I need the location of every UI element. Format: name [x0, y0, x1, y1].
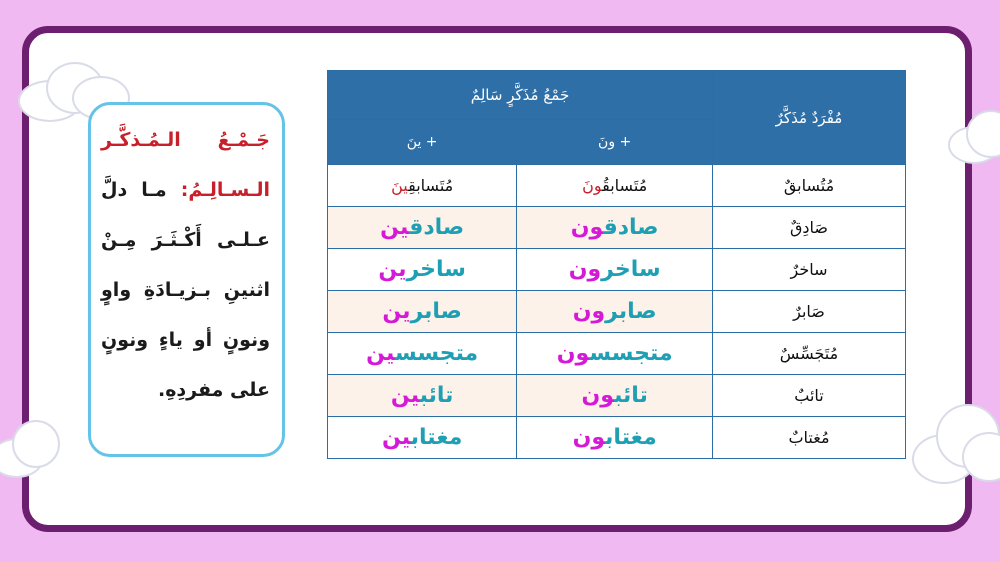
word-suffix: ون — [568, 257, 602, 282]
singular-cell: مُتُسابقٌ — [713, 165, 906, 207]
word-stem: تائب — [419, 383, 454, 408]
waw-plural-cell — [517, 291, 713, 333]
word-stem: صادق — [408, 215, 465, 240]
word-stem: متجسس — [394, 341, 479, 366]
cloud-bottom-right — [912, 398, 1000, 484]
plural-column-header: جَمْعُ مُذَكَّرٍ سَالِمٌ — [328, 71, 713, 120]
word-stem: ساخر — [406, 257, 466, 282]
waw-plural-cell — [517, 207, 713, 249]
singular-cell: مُتَجَسِّسٌ — [713, 333, 906, 375]
ya-plural-cell — [328, 417, 517, 459]
definition-line: عـلـى أَكْـثَـرَ مِـنْ — [101, 229, 270, 251]
table-row — [328, 165, 906, 207]
definition-line: ونونٍ أو ياءٍ ونونٍ — [101, 329, 270, 351]
word-suffix: ون — [572, 299, 606, 324]
definition-line: على مفردِهِ. — [157, 379, 270, 401]
ya-plural-cell — [328, 333, 517, 375]
word-suffix: ونَ — [582, 176, 603, 195]
definition-line: اثنينِ بـزيـادَةِ واوٍ — [101, 279, 270, 301]
ya-plural-cell — [328, 375, 517, 417]
word-stem: متجسس — [589, 341, 673, 366]
ya-plural-cell — [328, 291, 517, 333]
word-suffix: ين — [390, 383, 420, 408]
singular-cell: صَادِقٌ — [713, 207, 906, 249]
table-row — [328, 417, 906, 459]
word-stem: صادق — [603, 215, 659, 240]
word-stem: صابر — [410, 299, 462, 324]
word-suffix: ين — [366, 341, 395, 366]
table-row — [328, 375, 906, 417]
word-suffix: ينَ — [391, 176, 409, 195]
ya-plural-cell — [328, 207, 517, 249]
waw-plural-cell — [517, 417, 713, 459]
waw-plural-cell — [517, 375, 713, 417]
word-stem: مُتَسابقِ — [408, 176, 454, 195]
waw-suffix-header: + ونَ — [517, 120, 713, 165]
waw-plural-cell — [517, 249, 713, 291]
ya-plural-cell — [328, 165, 517, 207]
ya-plural-cell — [328, 249, 517, 291]
cloud-right-top — [948, 108, 1000, 164]
word-suffix: ين — [382, 425, 411, 450]
definition-term-continued: الـسـالِـمُ: — [180, 179, 270, 201]
table-row — [328, 291, 906, 333]
ya-suffix-header: + ينَ — [328, 120, 517, 165]
singular-column-header: مُفْرَدٌ مُذَكَّرٌ — [713, 71, 906, 165]
word-stem: مغتاب — [410, 425, 463, 450]
word-stem: صابر — [605, 299, 657, 324]
word-stem: تائب — [614, 383, 648, 408]
table-row — [328, 207, 906, 249]
word-stem: مُتَسابقُ — [602, 176, 648, 195]
table-row — [328, 333, 906, 375]
cloud-bottom-left — [0, 420, 60, 476]
waw-plural-cell — [517, 333, 713, 375]
word-suffix: ون — [570, 215, 604, 240]
word-stem: مغتاب — [605, 425, 657, 450]
definition-card — [88, 102, 285, 457]
definition-line — [101, 165, 270, 215]
word-suffix: ون — [572, 425, 606, 450]
waw-plural-cell — [517, 165, 713, 207]
word-suffix: ين — [378, 257, 407, 282]
word-suffix: ين — [380, 215, 409, 240]
definition-text: مـا دلَّ — [101, 179, 167, 201]
plural-table — [327, 70, 906, 459]
singular-cell: ساخرٌ — [713, 249, 906, 291]
word-suffix: ون — [581, 383, 615, 408]
table-row — [328, 249, 906, 291]
singular-cell: صَابرٌ — [713, 291, 906, 333]
singular-cell: تائبٌ — [713, 375, 906, 417]
definition-term: جَـمْـعُ الـمُـذكَّـر — [101, 129, 270, 151]
word-suffix: ين — [382, 299, 411, 324]
singular-cell: مُغتابٌ — [713, 417, 906, 459]
word-suffix: ون — [556, 341, 590, 366]
word-stem: ساخر — [601, 257, 661, 282]
